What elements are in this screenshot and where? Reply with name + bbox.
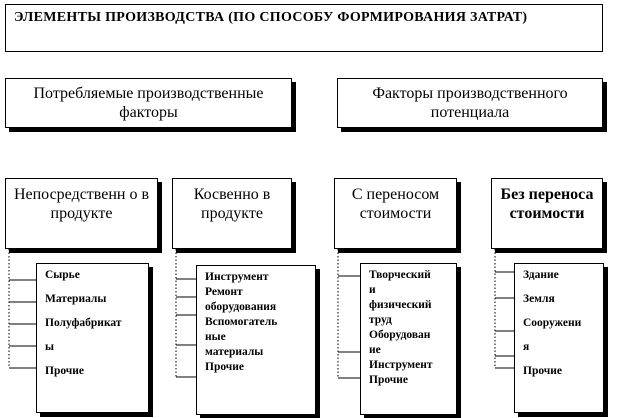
list-item: Прочие <box>45 365 85 377</box>
list-item: Сырье <box>45 269 80 281</box>
list-item: физический <box>369 299 432 311</box>
list-item: Инструмент <box>205 271 269 283</box>
list-item: я <box>523 341 530 353</box>
subcategory-label: Непосредственн о в продукте <box>13 186 150 222</box>
list-item: Творческий <box>369 269 431 281</box>
list-item: оборудования <box>205 301 277 313</box>
list-item: ные <box>205 331 226 343</box>
subcategory-label: С переносом стоимости <box>351 186 440 222</box>
list-without-transfer <box>514 263 604 413</box>
diagram-title: ЭЛЕМЕНТЫ ПРОИЗВОДСТВА (ПО СПОСОБУ ФОРМИРОВАНИЯ ЗАТРАТ) <box>5 4 603 52</box>
subcategory-label: Косвенно в продукте <box>193 186 271 222</box>
list-item: труд <box>369 314 392 326</box>
list-item: Оборудован <box>369 329 431 341</box>
category-label: Факторы производственного потенциала <box>372 85 568 121</box>
list-item: и <box>369 284 376 296</box>
list-item: Здание <box>523 269 559 281</box>
list-item: Вспомогатель <box>205 316 278 328</box>
list-item: Полуфабрикат <box>45 317 122 329</box>
category-label: Потребляемые производственные факторы <box>33 85 264 121</box>
list-item: материалы <box>205 346 264 358</box>
list-item: Материалы <box>45 293 107 305</box>
list-item: Земля <box>523 293 555 305</box>
list-direct <box>36 263 149 413</box>
list-item: Прочие <box>205 361 245 373</box>
list-item: Ремонт <box>205 286 243 298</box>
list-item: Прочие <box>369 374 409 386</box>
list-item: Сооружени <box>523 317 582 329</box>
list-item: ы <box>45 341 54 353</box>
list-item: ие <box>369 344 381 356</box>
list-item: Инструмент <box>369 359 433 371</box>
subcategory-label: Без переноса стоимости <box>500 186 594 222</box>
list-item: Прочие <box>523 365 563 377</box>
list-with-transfer <box>360 263 457 415</box>
list-indirect <box>196 265 316 415</box>
